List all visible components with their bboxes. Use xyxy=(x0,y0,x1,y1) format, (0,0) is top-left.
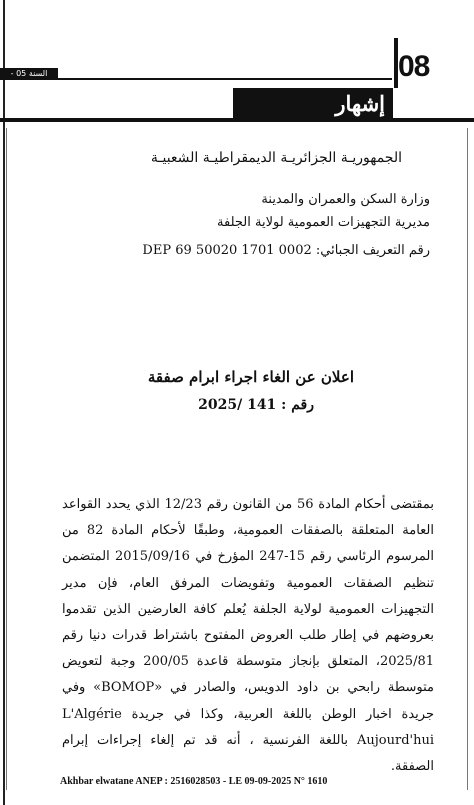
category-label: إشهار xyxy=(233,88,393,120)
notice-number: رقم : 141 /2025 xyxy=(198,397,314,413)
notice-body: بمقتضى أحكام المادة 56 من القانون رقم 12/23 الذي يحدد القواعد العامة المتعلقة بالصفقات العمومية، وطبقًا لأحكام المادة 82 من المرسوم الرئاسي رقم 15-247 المؤرخ في 2015/09/16 المتضمن تنظيم الصفقات العمومية وتفويضات المرفق العام، فإن مدير التجهيزات العمومية لولاية الجلفة يُعلم كافة العارضين الذين تقدموا بعروضهم في إطار طلب العروض المفتوح باشتراط قدرات دنيا رقم 2025/81، المتعلق بإنجاز متوسطة قاعدة 200/05 وجبة لتعويض متوسطة رابحي بن داود الدويس، والصادر في «BOMOP» وفي جريدة اخبار الوطن باللغة العربية، وكذا في جريدة L'Algérie Aujourd'hui باللغة الفرنسية ، أنه قد تم إلغاء إجراءات إبرام الصفقة. xyxy=(62,497,435,775)
tax-id: رقم التعريف الجبائي: 0002 1701 50020 69 DEP xyxy=(142,243,430,258)
page-number: 08 xyxy=(398,50,430,83)
year-bar-line xyxy=(58,78,392,80)
year-tag: السنة 05 - xyxy=(0,68,58,80)
directorate-name: مديرية التجهيزات العمومية لولاية الجلفة xyxy=(217,215,430,230)
republic-heading: الجمهوريـة الجزائريـة الديمقراطيـة الشعبيـة xyxy=(150,150,402,166)
notice-title: اعلان عن الغاء اجراء ابرام صفقة xyxy=(147,368,354,386)
ministry-name: وزارة السكن والعمران والمدينة xyxy=(261,192,430,207)
publication-footer: Akhbar elwatane ANEP : 2516028503 - LE 09-09-2025 N° 1610 xyxy=(60,776,328,787)
year-bar xyxy=(0,68,392,80)
